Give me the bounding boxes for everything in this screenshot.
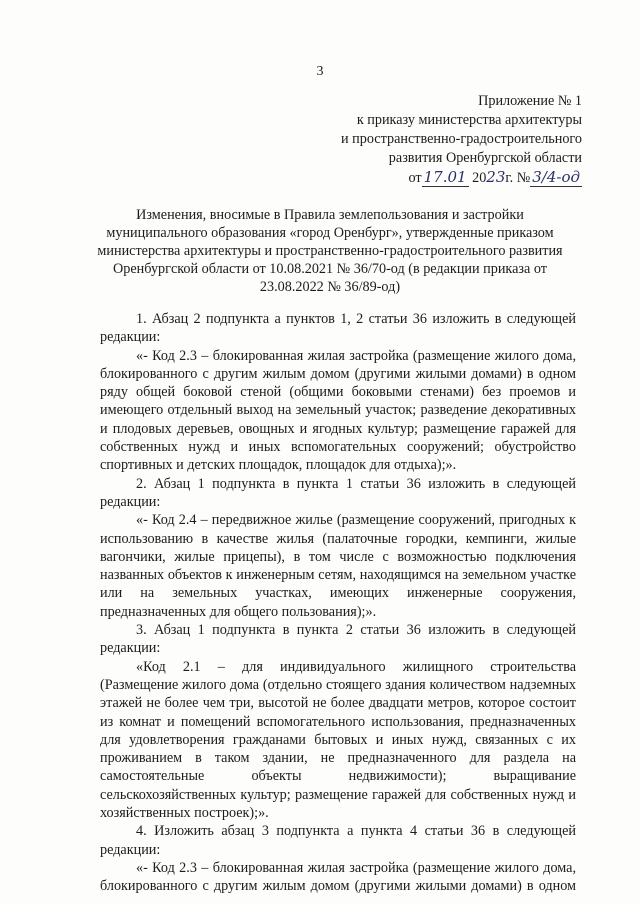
title-line: муниципального образования «город Оренбург», утвержденные приказом	[106, 225, 554, 241]
document-title	[90, 206, 570, 296]
appendix-date-line	[341, 168, 582, 188]
body-line: «- Код 2.3 – блокированная жилая застройка (размещение жилого дома,	[136, 347, 576, 364]
title-line: Оренбургской области от 10.08.2021 № 36/70-од (в редакции приказа от	[113, 261, 547, 277]
document-body	[100, 310, 576, 896]
body-line: и плодовых деревьев, овощных и ягодных культур; размещение гаражей для	[100, 420, 576, 437]
body-line: хозяйственных построек);».	[100, 805, 269, 822]
body-line: блокированного с другим жилым домом (другими жилыми домами) в одном	[100, 878, 576, 895]
body-line: самостоятельные объекты недвижимости); выращивание	[100, 768, 576, 785]
body-line: вагончики, жилые прицепы), в том числе с возможностью подключения	[100, 548, 576, 565]
year-suffix: г. №	[505, 170, 531, 186]
handwritten-year: 23	[486, 168, 506, 186]
appendix-title: Приложение № 1	[478, 93, 582, 109]
date-prefix: от	[408, 170, 422, 186]
body-line: предназначенных для общего пользования);».	[100, 603, 377, 620]
body-line: «- Код 2.4 – передвижное жилье (размещение сооружений, пригодных к	[136, 512, 576, 529]
body-line: 3. Абзац 1 подпункта в пункта 2 статьи 36 изложить в следующей	[136, 622, 576, 639]
appendix-line-2: к приказу министерства архитектуры	[356, 112, 582, 128]
body-line: редакции:	[100, 841, 161, 858]
body-line: этажей не более чем три, высотой не более двадцати метров, которое состоит	[100, 695, 576, 712]
handwritten-date: 17.01	[423, 168, 467, 186]
body-line: 2. Абзац 1 подпункта в пункта 1 статьи 36 изложить в следующей	[136, 475, 576, 492]
body-line: редакции:	[100, 640, 161, 657]
appendix-line-4: развития Оренбургской области	[388, 150, 582, 166]
body-line: (Размещение жилого дома (отдельно стоящего здания количеством надземных	[100, 676, 576, 693]
title-line: министерства архитектуры и пространственно-градостроительного развития	[97, 243, 563, 259]
body-line: или на земельных участках, имеющих инженерные сооружения,	[100, 585, 576, 602]
body-line: ряду общей боковой стеной (общими боковыми стенами) без проемов и	[100, 384, 576, 401]
appendix-line-3: и пространственно-градостроительного	[341, 131, 582, 147]
year-prefix: 20	[472, 170, 487, 186]
page-number: 3	[316, 64, 324, 79]
body-line: редакции:	[100, 329, 161, 346]
body-line: 1. Абзац 2 подпункта а пунктов 1, 2 статьи 36 изложить в следующей	[136, 311, 576, 327]
body-line: 4. Изложить абзац 3 подпункта а пункта 4 статьи 36 в следующей	[136, 823, 576, 840]
body-line: названных объектов к инженерным сетям, находящимся на земельном участке	[100, 567, 576, 584]
body-line: проживанием в таком здании, не предназначенного для раздела на	[100, 750, 576, 767]
body-line: «Код 2.1 – для индивидуального жилищного строительства	[136, 658, 576, 675]
body-line: собственных нужд и иных вспомогательных сооружений; обустройство	[100, 439, 576, 456]
body-line: из комнат и помещений вспомогательного использования, предназначенных	[100, 713, 576, 730]
body-line: блокированного с другим жилым домом (другими жилыми домами) в одном	[100, 365, 576, 382]
title-line: 23.08.2022 № 36/89-од)	[259, 279, 401, 295]
title-line: Изменения, вносимые в Правила землепользования и застройки	[136, 207, 524, 223]
body-line: использованию в качестве жилья (палаточные городки, кемпинги, жилые	[100, 530, 576, 547]
body-line: для удовлетворения гражданами бытовых и иных нужд, связанных с их	[100, 731, 576, 748]
body-line: редакции:	[100, 493, 161, 510]
body-line: спортивных и детских площадок, площадок для отдыха);».	[100, 457, 457, 474]
body-line: имеющего отдельный выход на земельный участок; разведение декоративных	[100, 402, 576, 419]
handwritten-order-number: 3/4-од	[532, 168, 580, 186]
body-line: «- Код 2.3 – блокированная жилая застройка (размещение жилого дома,	[136, 859, 576, 876]
body-line: сельскохозяйственных культур; размещение гаражей для собственных нужд и	[100, 786, 576, 803]
appendix-header	[341, 92, 582, 188]
